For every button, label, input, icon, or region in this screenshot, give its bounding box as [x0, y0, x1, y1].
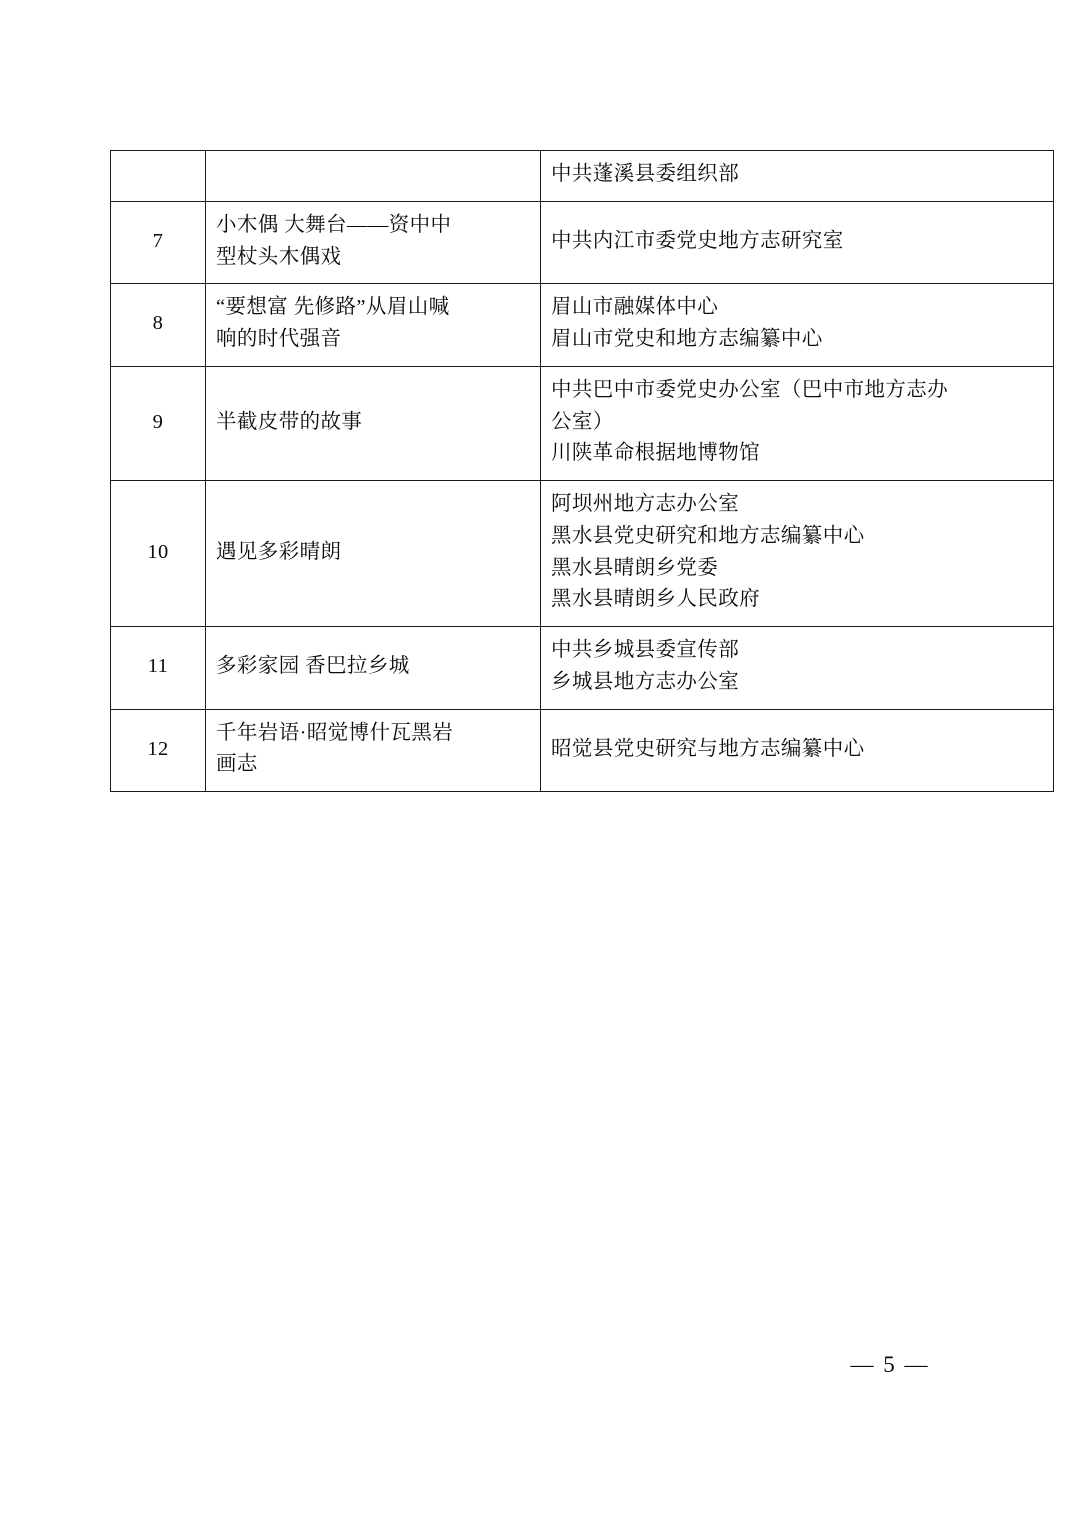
row-title-cell	[206, 151, 541, 202]
row-number: 12	[147, 737, 169, 760]
table-row	[111, 201, 1054, 284]
table-row	[111, 627, 1054, 710]
row-org-line: 阿坝州地方志办公室	[551, 493, 740, 516]
row-org-cell	[541, 366, 1054, 480]
row-number-cell	[111, 151, 206, 202]
row-org-line: 乡城县地方志办公室	[551, 670, 740, 693]
row-org-line: 中共乡城县委宣传部	[551, 639, 740, 662]
row-number: 9	[152, 410, 164, 433]
table-row	[111, 151, 1054, 202]
row-title-line: 响的时代强音	[216, 328, 342, 351]
row-title-cell	[206, 284, 541, 367]
row-title-line: 半截皮带的故事	[216, 410, 363, 433]
row-number-cell	[111, 627, 206, 710]
row-org-cell	[541, 284, 1054, 367]
row-title-cell	[206, 366, 541, 480]
row-org-line: 眉山市党史和地方志编纂中心	[551, 328, 823, 351]
row-number: 11	[147, 655, 169, 678]
row-org-line: 中共蓬溪县委组织部	[551, 163, 740, 185]
row-title-cell	[206, 201, 541, 284]
table-row	[111, 709, 1054, 792]
row-org-line: 中共内江市委党史地方志研究室	[551, 229, 844, 252]
row-org-cell	[541, 627, 1054, 710]
row-org-line: 黑水县晴朗乡党委	[551, 556, 719, 579]
table-row	[111, 284, 1054, 367]
row-number-cell	[111, 284, 206, 367]
row-number-cell	[111, 366, 206, 480]
row-number: 8	[152, 312, 164, 335]
row-org-line: 川陕革命根据地博物馆	[551, 442, 760, 465]
row-number: 10	[147, 540, 169, 563]
row-org-cell	[541, 481, 1054, 627]
row-number-cell	[111, 709, 206, 792]
row-title-cell	[206, 627, 541, 710]
row-title-line	[216, 162, 530, 188]
row-number-cell	[111, 481, 206, 627]
row-org-cell	[541, 709, 1054, 792]
row-title-line: 型杖头木偶戏	[216, 245, 342, 268]
row-number: 7	[152, 229, 164, 252]
page-number-text: — 5 —	[850, 1352, 930, 1377]
table-row	[111, 366, 1054, 480]
row-title-line: “要想富 先修路”从眉山喊	[216, 296, 450, 319]
row-org-line: 昭觉县党史研究与地方志编纂中心	[551, 737, 865, 760]
table-body	[111, 151, 1054, 792]
row-org-line: 眉山市融媒体中心	[551, 296, 719, 319]
row-number-cell	[111, 201, 206, 284]
row-title-cell	[206, 481, 541, 627]
row-org-line: 黑水县党史研究和地方志编纂中心	[551, 524, 865, 547]
row-title-line: 千年岩语·昭觉博什瓦黑岩	[216, 721, 454, 744]
row-org-line: 中共巴中市委党史办公室（巴中市地方志办	[551, 378, 949, 401]
row-org-line: 黑水县晴朗乡人民政府	[551, 588, 760, 611]
row-title-line: 遇见多彩晴朗	[216, 540, 342, 563]
row-title-line: 画志	[216, 753, 258, 776]
row-title-line: 多彩家园 香巴拉乡城	[216, 655, 410, 678]
table-row	[111, 481, 1054, 627]
row-title-cell	[206, 709, 541, 792]
page-number	[0, 1352, 1080, 1378]
row-org-cell	[541, 151, 1054, 202]
row-org-cell	[541, 201, 1054, 284]
row-title-line: 小木偶 大舞台——资中中	[216, 213, 452, 236]
award-entries-table	[110, 150, 1054, 792]
row-org-line: 公室）	[551, 410, 614, 433]
